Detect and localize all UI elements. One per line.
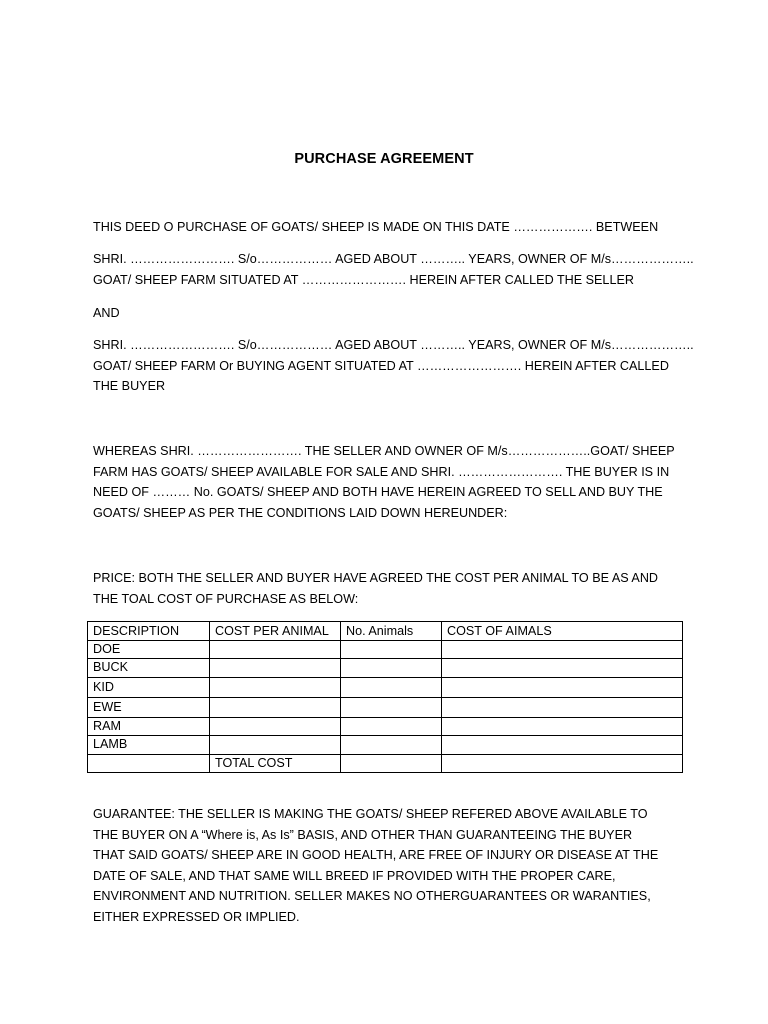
table-cell[interactable] (210, 677, 341, 697)
seller-paragraph (93, 249, 693, 290)
table-row (88, 736, 683, 754)
intro-paragraph (93, 217, 693, 238)
table-cell[interactable] (341, 659, 442, 677)
table-header-cell: COST PER ANIMAL (210, 622, 341, 641)
table-header-cell: COST OF AIMALS (442, 622, 683, 641)
whereas-line: WHEREAS SHRI. ……………………. THE SELLER AND OWNER OF M/s………………..GOAT/ SHEEP (93, 444, 675, 458)
price-line: THE TOAL COST OF PURCHASE AS BELOW: (93, 591, 359, 606)
table-cell[interactable] (442, 659, 683, 677)
table-cell: DOE (88, 641, 210, 659)
table-cell[interactable] (442, 641, 683, 659)
table-row (88, 641, 683, 659)
table-cell[interactable] (210, 697, 341, 717)
buyer-line: GOAT/ SHEEP FARM Or BUYING AGENT SITUATED AT ……………………. HEREIN AFTER CALLED (93, 358, 669, 373)
and-text: AND (93, 306, 120, 320)
guarantee-paragraph (93, 804, 693, 927)
table-header-row (88, 622, 683, 641)
seller-line: GOAT/ SHEEP FARM SITUATED AT ……………………. HEREIN AFTER CALLED THE SELLER (93, 272, 634, 287)
cost-table (87, 621, 683, 773)
table-cell[interactable] (442, 718, 683, 736)
whereas-line: GOATS/ SHEEP AS PER THE CONDITIONS LAID DOWN HEREUNDER: (93, 505, 508, 520)
guarantee-line: THE BUYER ON A “Where is, As Is” BASIS, AND OTHER THAN GUARANTEEING THE BUYER (93, 827, 633, 842)
whereas-paragraph (93, 441, 693, 523)
whereas-line: NEED OF ……… No. GOATS/ SHEEP AND BOTH HAVE HEREIN AGREED TO SELL AND BUY THE (93, 485, 663, 499)
table-cell[interactable] (341, 754, 442, 772)
total-cost-value[interactable] (442, 754, 683, 772)
table-cell[interactable] (442, 736, 683, 754)
table-header-cell: DESCRIPTION (88, 622, 210, 641)
total-cost-label: TOTAL COST (210, 754, 341, 772)
table-cell[interactable] (210, 659, 341, 677)
table-cell[interactable] (210, 718, 341, 736)
table-cell[interactable] (341, 677, 442, 697)
table-cell[interactable] (442, 677, 683, 697)
table-row (88, 697, 683, 717)
buyer-line: THE BUYER (93, 379, 166, 393)
buyer-paragraph (93, 335, 693, 397)
table-cell[interactable] (341, 641, 442, 659)
table-cell[interactable] (341, 736, 442, 754)
table-row (88, 659, 683, 677)
table-cell[interactable] (442, 697, 683, 717)
seller-line: SHRI. ……………………. S/o……………… AGED ABOUT ……….. YEARS, OWNER OF M/s……………….. (93, 252, 694, 266)
guarantee-line: GUARANTEE: THE SELLER IS MAKING THE GOATS/ SHEEP REFERED ABOVE AVAILABLE TO (93, 807, 648, 821)
guarantee-line: DATE OF SALE, AND THAT SAME WILL BREED IF PROVIDED WITH THE PROPER CARE, (93, 868, 616, 883)
table-cell[interactable] (341, 697, 442, 717)
and-paragraph (93, 303, 693, 324)
guarantee-line: ENVIRONMENT AND NUTRITION. SELLER MAKES NO OTHERGUARANTEES OR WARANTIES, (93, 889, 651, 903)
guarantee-line: THAT SAID GOATS/ SHEEP ARE IN GOOD HEALTH, ARE FREE OF INJURY OR DISEASE AT THE (93, 848, 659, 862)
table-cell[interactable] (210, 641, 341, 659)
table-total-row (88, 754, 683, 772)
price-paragraph (93, 568, 693, 609)
table-cell: KID (88, 677, 210, 697)
table-row (88, 677, 683, 697)
document-title: PURCHASE AGREEMENT (294, 151, 474, 167)
table-header-cell: No. Animals (341, 622, 442, 641)
whereas-line: FARM HAS GOATS/ SHEEP AVAILABLE FOR SALE AND SHRI. ……………………. THE BUYER IS IN (93, 464, 670, 479)
table-cell: LAMB (88, 736, 210, 754)
table-cell[interactable] (341, 718, 442, 736)
table-cell: EWE (88, 697, 210, 717)
table-cell[interactable] (210, 736, 341, 754)
intro-line: THIS DEED O PURCHASE OF GOATS/ SHEEP IS MADE ON THIS DATE ………………. BETWEEN (93, 220, 659, 234)
table-row (88, 718, 683, 736)
table-cell (88, 754, 210, 772)
table-cell: BUCK (88, 659, 210, 677)
price-line: PRICE: BOTH THE SELLER AND BUYER HAVE AGREED THE COST PER ANIMAL TO BE AS AND (93, 571, 659, 585)
table-cell: RAM (88, 718, 210, 736)
buyer-line: SHRI. ……………………. S/o……………… AGED ABOUT ……….. YEARS, OWNER OF M/s……………….. (93, 338, 694, 352)
guarantee-line: EITHER EXPRESSED OR IMPLIED. (93, 909, 300, 924)
